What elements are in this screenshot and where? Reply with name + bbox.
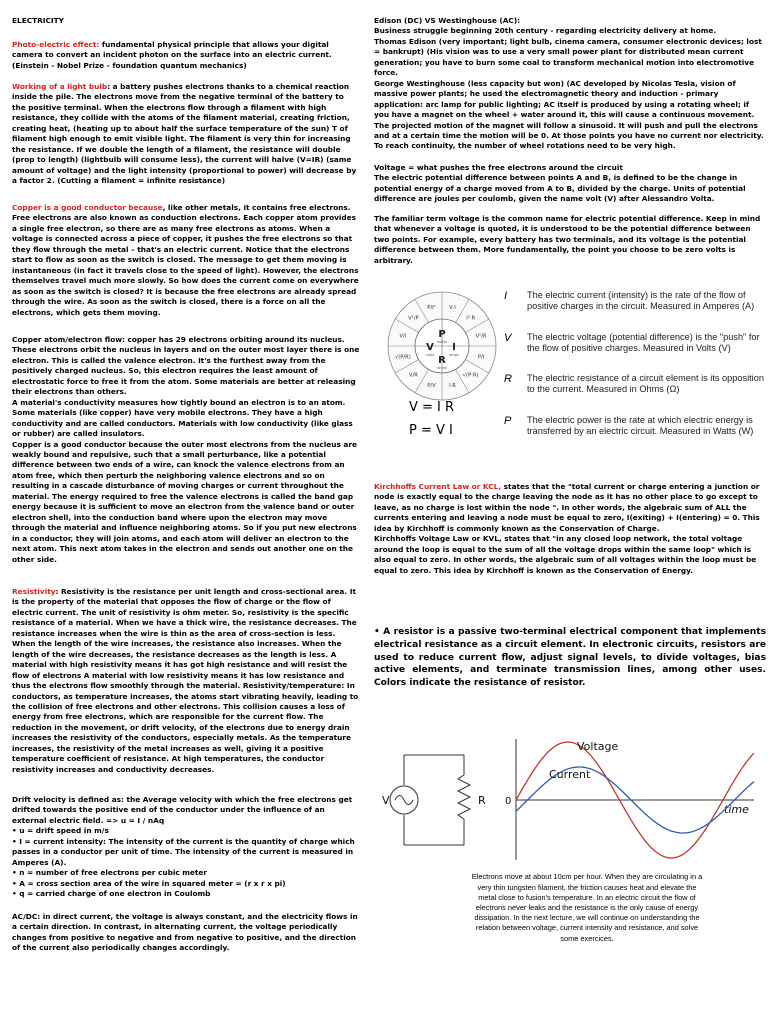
wheel-formula: P/I (477, 354, 485, 361)
wheel-letter-p: P (438, 329, 446, 340)
kcl-title: Kirchhoffs Current Law or KCL, (374, 482, 502, 491)
wheel-unit-amps: amps (449, 353, 459, 357)
ohms-law-wheel (386, 290, 498, 402)
label-r: R (478, 794, 486, 807)
wheel-formula: V²/R (475, 333, 487, 340)
kcl-text: states that the "total current or charge entering a junction or node is exactly equal to the charge leaving the node as it has no other place to go except to leave, as no charge is lost within the node ". In other words, the algebraic sum of ALL the currents entering and leaving a node must be equal to zero, I(exiting) + I(entering) = 0. This idea by Kirchhoff is commonly known as the Conservation of Charge. Kirchhoffs Voltage Law or KVL, states that "in any closed loop network, the total voltage around the loop is equal to the sum of all the voltage drops within the same loop" which is also equal to zero. In other words, the algebraic sum of all voltages within the loop must be equal to zero. This idea by Kirchhoff is known as the Conservation of Energy. (374, 482, 760, 575)
resistor-icon (458, 775, 470, 819)
wheel-letter-v: V (426, 342, 434, 353)
definition-symbol: I (504, 290, 508, 302)
copper-title: Copper is a good conductor because (12, 203, 163, 212)
wheel-formula: V²/P (408, 315, 419, 322)
label-zero: 0 (505, 796, 512, 807)
label-voltage: Voltage (577, 740, 619, 753)
wheel-formula: √(P·R) (462, 372, 479, 379)
ac-source-wave (395, 796, 413, 805)
light-bulb-paragraph (12, 82, 360, 187)
terminal-paragraph: The familiar term voltage is the common name for electric potential difference. Keep in mind that whenever a voltage is quoted, it is understood to be the potential difference between two points. For example, every battery has two terminals, and its voltage is the potential difference between them. More fundamentally, the point you choose to be zero volts is arbitrary. (374, 214, 761, 265)
copper-text: , like other metals, it contains free electrons. Free electrons are also known as conduction electrons. Each copper atom provides a single free electron, so there are as many free electrons as atoms. When a voltage is connected across a piece of copper, it pushes the free electrons so that they flow through the metal – that's an electric current. Notice that the electrons start to flow as soon as the switch is closed. The message to get them moving is instantaneous (in fact it travels close to the speed of light). However, the electrons themselves travel much more slowly. So how does the current come on everywhere as soon as the switch is closed? It is because the free electrons are already spread through the wire. As soon as the switch is closed, there is a force on all the electrons, which gets them moving. (12, 203, 359, 317)
formula-pvi: P = V I (409, 423, 453, 438)
wheel-unit-volts: volts (425, 353, 435, 357)
wheel-letter-r: R (438, 355, 446, 366)
waveform-plot (505, 739, 754, 860)
definition-text: The electric current (intensity) is the rate of the flow of positive charges in the circuit. Measured in Amperes (A) (527, 290, 755, 311)
definition-symbol: R (504, 373, 512, 385)
circuit-diagram (382, 755, 486, 845)
wheel-formula: I²·R (466, 315, 476, 322)
label-time: time (724, 803, 749, 816)
wheel-formula: V/R (408, 372, 418, 379)
copper-atom-paragraph: Copper atom/electron flow: copper has 29 electrons orbiting around its nucleus. These electrons orbit the nucleus in layers and on the outer most layer there is one electron. This is called the valence electron. It's the furthest away from the positively charged nucleus. So, this electron requires the least amount of electrostatic force to free it from the atom. Some materials are better at releasing their electrons than others. A material's conductivity measures how tightly bound an electron is to an atom. Some materials (like copper) have very mobile electrons. They have a high conductivity and are called conductors. Materials with low conductivity (like glass or rubber) are called insulators. Copper is a good conductor because the outer most electrons from the nucleus are weakly bound and repulsive, such that a small perturbance, like a potential difference between two ends of a wire, can knock the valence electrons from an atom free, which then perturb the neighboring valence electrons and so on resulting in a cascade disturbance of moving charges or current throughout the material. The energy required to free the valence electrons is called the band gap energy because it is sufficient to move an electron from the valence band or outer electron shell, into the conduction band where upon the electron may move through the material and influence neighboring atoms. So if you put new electrons in a conductor, they will join atoms, and each atom will deliver an electron to the next atom. This next atom takes in the electron and sends out another one on the other side. (12, 335, 360, 564)
wheel-formula: √(P/R) (394, 354, 411, 361)
ac-circuit-graph (374, 735, 766, 860)
graph-caption: Electrons move at about 10cm per hour. When they are circulating in a very thin tungsten filament, the friction causes heat and elevate the metal close to fusion's temperature. In an electric circuit the flow of electrons never leaks and the resistance is the only cause of energy dissipation. In the next lecture, we will continue on understanding the relation between voltage, current intensity and resistance, and solve some exercices. (471, 872, 703, 943)
definition-text: The electric power is the rate at which electric energy is transferred by an electric circuit. Measured in Watts (W) (527, 415, 754, 436)
photoelectric-paragraph (12, 40, 360, 71)
wheel-formula: V·I (449, 304, 456, 311)
resistor-paragraph: • A resistor is a passive two-terminal electrical component that implements electrical resistance as a circuit element. In electronic circuits, resistors are used to reduce current flow, adjust signal levels, to divide voltages, bias active elements, and terminate transmission lines, among other uses. Colors indicate the resistance of resistor. (374, 627, 766, 688)
kirchhoff-paragraph (374, 482, 766, 576)
label-v: V (382, 794, 390, 807)
resistivity-paragraph (12, 587, 360, 775)
definition-text: The electric resistance of a circuit element is its opposition to the current. Measured in Ohms (Ω) (527, 373, 764, 394)
edison-paragraph: Edison (DC) VS Westinghouse (AC): Business struggle beginning 20th century - regarding electricity delivery at home. Thomas Edison (very important; light bulb, cinema camera, consumer electronic devices; lost = bankrupt) (His vision was to use a very small power plant for distributed mean current generation; you have to burn some coal to transform mechanical motion into electromotive force. George Westinghouse (less capacity but won) (AC developed by Nicolas Tesla, vision of massive power plants; he used the electromagnetic theory and induction - primary application: arc lamp for public lighting; AC itself is produced by using a rotating wheel; if you have a magnet on the wheel + water around it, this will cause a continuous movement. The projected motion of the magnet will follow a sinusoid. It will push and pull the electrons and at a certain time the motion will be 0. At those points you have no current nor electricity. To reach continuity, the number of wheel rotations need to be very high. (374, 16, 764, 151)
wheel-unit-ohms: ohms (437, 366, 447, 370)
wheel-letter-i: I (452, 342, 456, 353)
definition-text: The electric voltage (potential difference) is the "push" for the flow of positive charges. Measured in Volts (V) (527, 332, 760, 353)
resistivity-text: : Resistivity is the resistance per unit length and cross-sectional area. It is the property of the material that opposes the flow of charge or the flow of electric current. The unit of resistivity is ohm meter. So, resistivity is the specific resistance of a material. When we have a thick wire, the resistance decreases. The resistance increases when the wire is thin as the area of cross-section is less. When the length of the wire increases, the resistance also increases. When the length of the wire decreases, the resistance decreases as the length is less. A material with high resistivity means it has got high resistance and will resist the flow of electrons A material with low resistivity means it has low resistance and thus the electrons flow smoothly through the material. Resistivity/temperature: In conductors, as temperature increases, the atoms start vibrating heavily, leading to the collision of free electrons and other electrons. This collision causes a loss of energy from free electrons, which are responsible for the current flow. The reduction in the movement, or drift velocity, of the electrons due to energy drain increases the resistivity of the conductors, especially metals. As the temperature increases, the resistivity of the metal increases as well, giving it a positive temperature coefficient of resistance. At high temperatures, the conductor resistivity increases and conductivity decreases. (12, 587, 359, 774)
wheel-formula: V/I (399, 333, 407, 340)
photoelectric-title: Photo-electric effect: (12, 40, 100, 49)
label-current: Current (549, 768, 591, 781)
wheel-formula: P/I² (427, 304, 436, 311)
photoelectric-text: fundamental physical principle that allows your digital camera to convert an incident photon on the surface into an electric current. (Einstein - Nobel Prize - foundation quantum mechanics) (12, 40, 332, 70)
formula-vir: V = I R (409, 400, 455, 415)
light-bulb-title: Working of a light bulb (12, 82, 108, 91)
copper-paragraph (12, 203, 360, 318)
voltage-paragraph: Voltage = what pushes the free electrons around the circuit The electric potential difference between points A and B, is defined to be the change in potential energy of a charge moved from A to B, divided by the charge. Units of potential difference are joules per coulomb, given the name volt (V) after Alessandro Volta. (374, 163, 746, 204)
wheel-unit-watts: watts (437, 340, 447, 344)
drift-velocity-paragraph: Drift velocity is defined as: the Average velocity with which the free electrons get drifted towards the positive end of the conductor under the influence of an external electric field. => u = I / nAq • u = drift speed in m/s • I = current intensity: The intensity of the current is the quantity of charge which passes in a conductor per unit of time. The intensity of the current is measured in Amperes (A). • n = number of free electrons per cubic meter • A = cross section area of the wire in squared meter = (r x r x pi) • q = carried charge of one electron in Coulomb (12, 795, 355, 899)
acdc-paragraph: AC/DC: in direct current, the voltage is always constant, and the electricity flows in a certain direction. In contrast, in alternating current, the voltage periodically changes from positive to negative and from negative to positive, and the direction of the current also periodically changes accordingly. (12, 912, 358, 953)
definition-symbol: P (504, 415, 512, 427)
page-heading: ELECTRICITY (12, 16, 64, 25)
light-bulb-text: : a battery pushes electrons thanks to a chemical reaction inside the pile. The electrons move from the negative terminal of the battery to the positive terminal. When the electrons flow through a filament with high resistance, they collide with the atoms of the filament material, creating friction, creating heat, (heating up to about half the surface temperature of the sun) T of filament high enough to emit visible light. The filament is very thin for increasing the resistance. If we double the length of a filament, the resistance will double (prop to length) (lightbulb will consume less), the current will halve (V=IR) (same amount of voltage) and the light intensity (proportional to power) will decrease by a factor 2. (Cutting a filament = infinite resistance) (12, 82, 357, 186)
resistivity-title: Resistivity (12, 587, 56, 596)
wheel-formula: I·R (449, 383, 456, 390)
definition-symbol: V (504, 332, 512, 344)
wheel-formula: P/V (427, 383, 436, 390)
